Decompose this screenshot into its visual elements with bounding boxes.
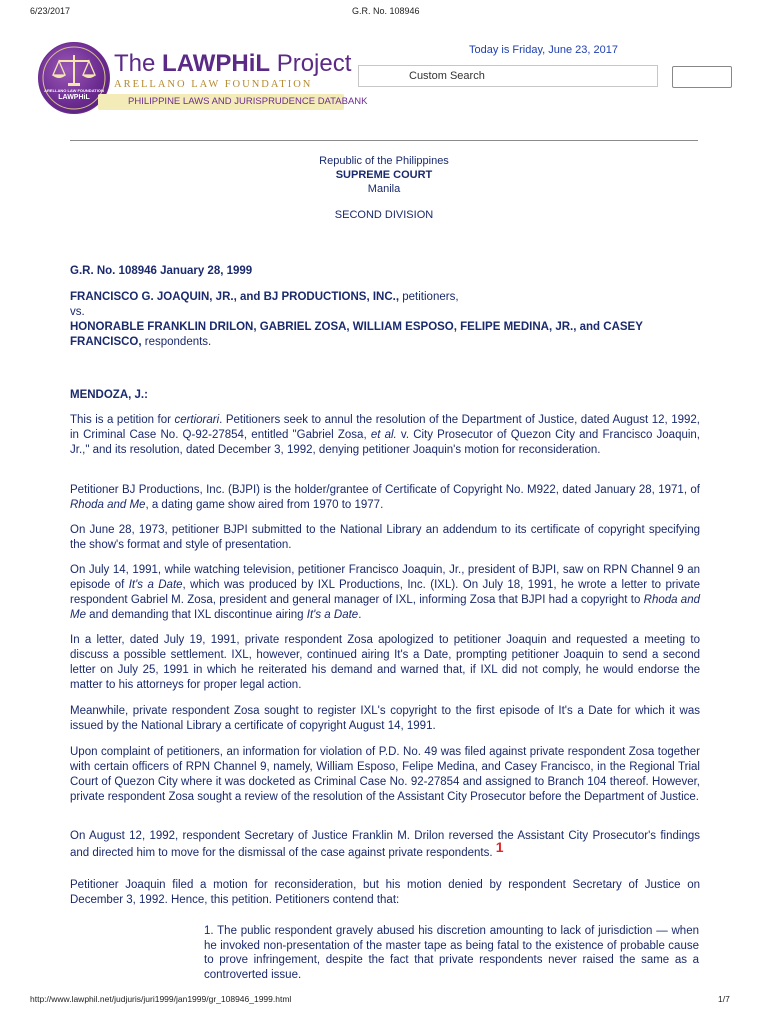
versus: vs. xyxy=(70,306,85,318)
p4-text-a: On July 14, 1991, while watching television, petitioner Francisco Joaquin, Jr., president of BJPI, saw on RPN Channel 9 an episode of xyxy=(70,564,700,591)
print-date: 6/23/2017 xyxy=(30,6,71,16)
numbered-item-1: 1. The public respondent gravely abused his discretion amounting to lack of jurisdiction — when he invoked non-presentation of the master tape as being fatal to the existence of probable cause to prove infringement, despite the fact that private respondents never raised the same as a controverted issue. xyxy=(204,925,699,981)
print-url: http://www.lawphil.net/judjuris/juri1999/jan1999/gr_108946_1999.html xyxy=(30,994,292,1004)
lawphil-logo[interactable] xyxy=(38,42,368,114)
paragraph-2 xyxy=(70,483,700,513)
brand-foundation: ARELLANO LAW FOUNDATION xyxy=(114,79,313,90)
header-divider xyxy=(70,140,698,141)
print-footer xyxy=(0,994,768,1006)
case-number: G.R. No. 108946 January 28, 1999 xyxy=(70,265,253,277)
print-header xyxy=(0,6,768,20)
paragraph-9: Petitioner Joaquin filed a motion for reconsideration, but his motion denied by respondent Secretary of Justice on December 3, 1992. Hence, this petition. Petitioners contend that: xyxy=(70,879,700,906)
p1-text-c: . Petitioners seek to annul the resolution of the Department of Justice, dated August 12, 1992, in Criminal Case No. Q-92-27854, entitled "Gabriel Zosa, xyxy=(70,414,701,441)
search-input[interactable] xyxy=(358,65,658,87)
respondents-names: HONORABLE FRANKLIN DRILON, GABRIEL ZOSA, WILLIAM ESPOSO, FELIPE MEDINA, JR., and CASEY FRANCISCO, xyxy=(70,321,643,348)
paragraph-8 xyxy=(70,829,700,861)
court-heading xyxy=(0,154,768,196)
petitioners-names: FRANCISCO G. JOAQUIN, JR., and BJ PRODUCTIONS, INC., xyxy=(70,291,400,303)
print-title: G.R. No. 108946 xyxy=(352,6,420,16)
brand-title-name: LAWPHiL xyxy=(162,50,271,77)
parties-block xyxy=(70,290,700,350)
brand-title-prefix: The xyxy=(114,50,163,77)
search-button[interactable] xyxy=(672,66,732,88)
p2-text-c: , a dating game show aired from 1970 to 1977. xyxy=(145,499,384,511)
brand-tagline-band xyxy=(98,94,368,110)
p2-italic-show: Rhoda and Me xyxy=(70,499,146,511)
brand-title xyxy=(114,50,351,78)
p1-text-a: This is a petition for xyxy=(70,414,175,426)
paragraph-5: In a letter, dated July 19, 1991, private respondent Zosa apologized to petitioner Joaquin and requested a meeting to discuss a possible settlement. IXL, however, continued airing It's a Date, prompting petitioner Joaquin to send a second letter on July 25, 1991 in which he reiterated his demand and warned that, if IXL did not comply, he would endorse the matter to his attorneys for proper legal action. xyxy=(70,634,700,691)
paragraph-3: On June 28, 1973, petitioner BJPI submitted to the National Library an addendum to its certificate of copyright specifying the show's format and style of presentation. xyxy=(70,524,700,551)
print-page-number: 1/7 xyxy=(718,994,730,1004)
p1-italic-certiorari: certiorari xyxy=(174,414,220,426)
paragraph-7: Upon complaint of petitioners, an information for violation of P.D. No. 49 was filed against private respondent Zosa together with certain officers of RPN Channel 9, namely, William Esposo, Felipe Medina, and Casey Francisco, in the Regional Trial Court of Quezon City where it was docketed as Criminal Case No. 92-27854 and assigned to Branch 104 thereof. However, private respondent Zosa sought a review of the resolution of the Assistant City Prosecutor before the Department of Justice. xyxy=(70,746,700,803)
p4-italic-a: It's a Date xyxy=(128,579,183,591)
republic-line: Republic of the Philippines xyxy=(319,155,449,167)
p8-text: On August 12, 1992, respondent Secretary of Justice Franklin M. Drilon reversed the Assistant City Prosecutor's findings and directed him to move for the dismissal of the case against private respondents. xyxy=(70,830,700,859)
today-date: Today is Friday, June 23, 2017 xyxy=(469,44,618,56)
ponente: MENDOZA, J.: xyxy=(70,389,148,401)
paragraph-4 xyxy=(70,563,700,623)
p4-text-e: and demanding that IXL discontinue airing xyxy=(85,609,307,621)
p4-text-c: , which was produced by IXL Productions, Inc. (IXL). On July 18, 1991, he wrote a letter to private respondent Gabriel M. Zosa, president and general manager of IXL, informing Zosa that BJPI had a copyright to xyxy=(70,579,701,606)
p4-text-g: . xyxy=(358,609,362,621)
court-city: Manila xyxy=(367,183,401,195)
p1-text-e: v. City Prosecutor of Quezon City and Francisco Joaquin, Jr.," and its resolution, dated December 3, 1992, denying petitioner Joaquin's motion for reconsideration. xyxy=(70,429,701,456)
search-placeholder: Custom Search xyxy=(409,70,485,82)
footnote-link-1[interactable]: 1 xyxy=(495,839,504,855)
seal-foundation-text: ARELLANO LAW FOUNDATION xyxy=(44,88,104,93)
p1-italic-etal: et al. xyxy=(370,429,397,441)
p4-italic-c: It's a Date xyxy=(306,609,359,621)
court-name: SUPREME COURT xyxy=(335,169,433,181)
brand-tagline: PHILIPPINE LAWS AND JURISPRUDENCE DATABANK xyxy=(128,96,368,107)
division-name: SECOND DIVISION xyxy=(334,209,434,221)
petitioners-role: petitioners, xyxy=(399,291,459,303)
paragraph-6: Meanwhile, private respondent Zosa sought to register IXL's copyright to the first episode of It's a Date for which it was issued by the National Library a certificate of copyright August 14, 1991. xyxy=(70,705,700,732)
paragraph-1 xyxy=(70,413,700,458)
seal-brand-text: LAWPHiL xyxy=(58,94,90,101)
p2-text-a: Petitioner BJ Productions, Inc. (BJPI) is the holder/grantee of Certificate of Copyright No. M922, dated January 28, 1971, of xyxy=(70,484,700,496)
respondents-role: respondents. xyxy=(141,336,212,348)
p4-italic-b: Rhoda and Me xyxy=(70,594,700,621)
brand-title-suffix: Project xyxy=(270,50,352,77)
